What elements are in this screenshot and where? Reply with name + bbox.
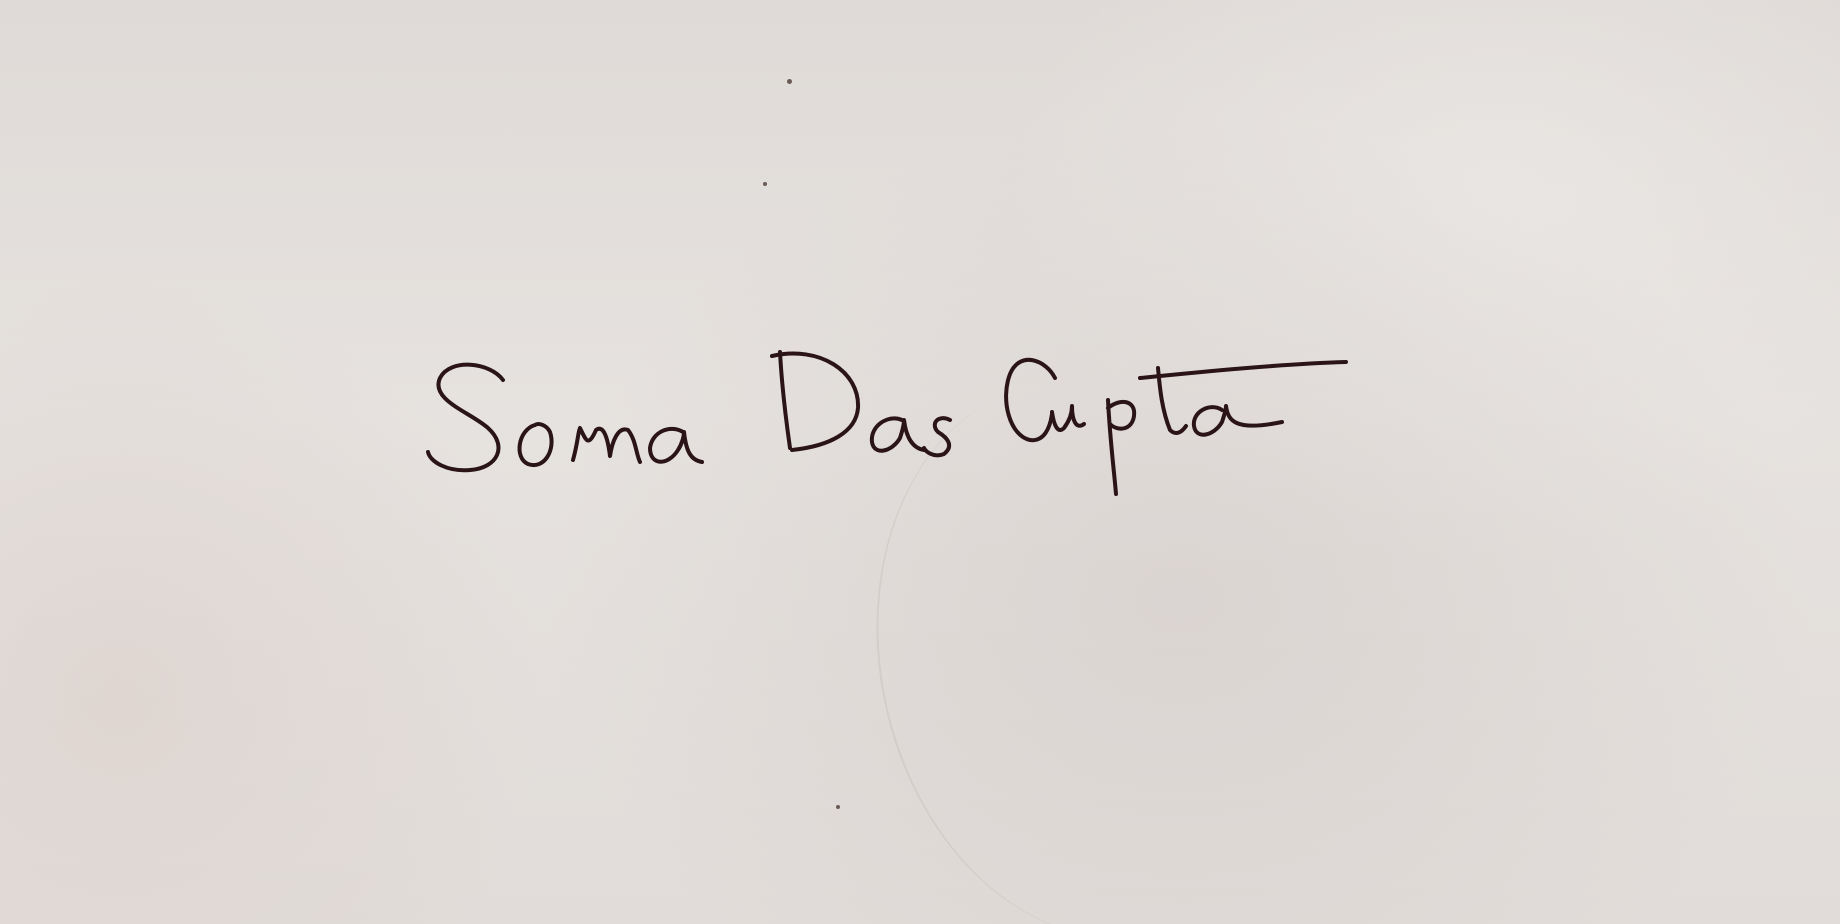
signature-word-das <box>772 352 950 455</box>
signature-word-gupta <box>1006 360 1346 494</box>
signature-word-soma <box>428 365 702 471</box>
